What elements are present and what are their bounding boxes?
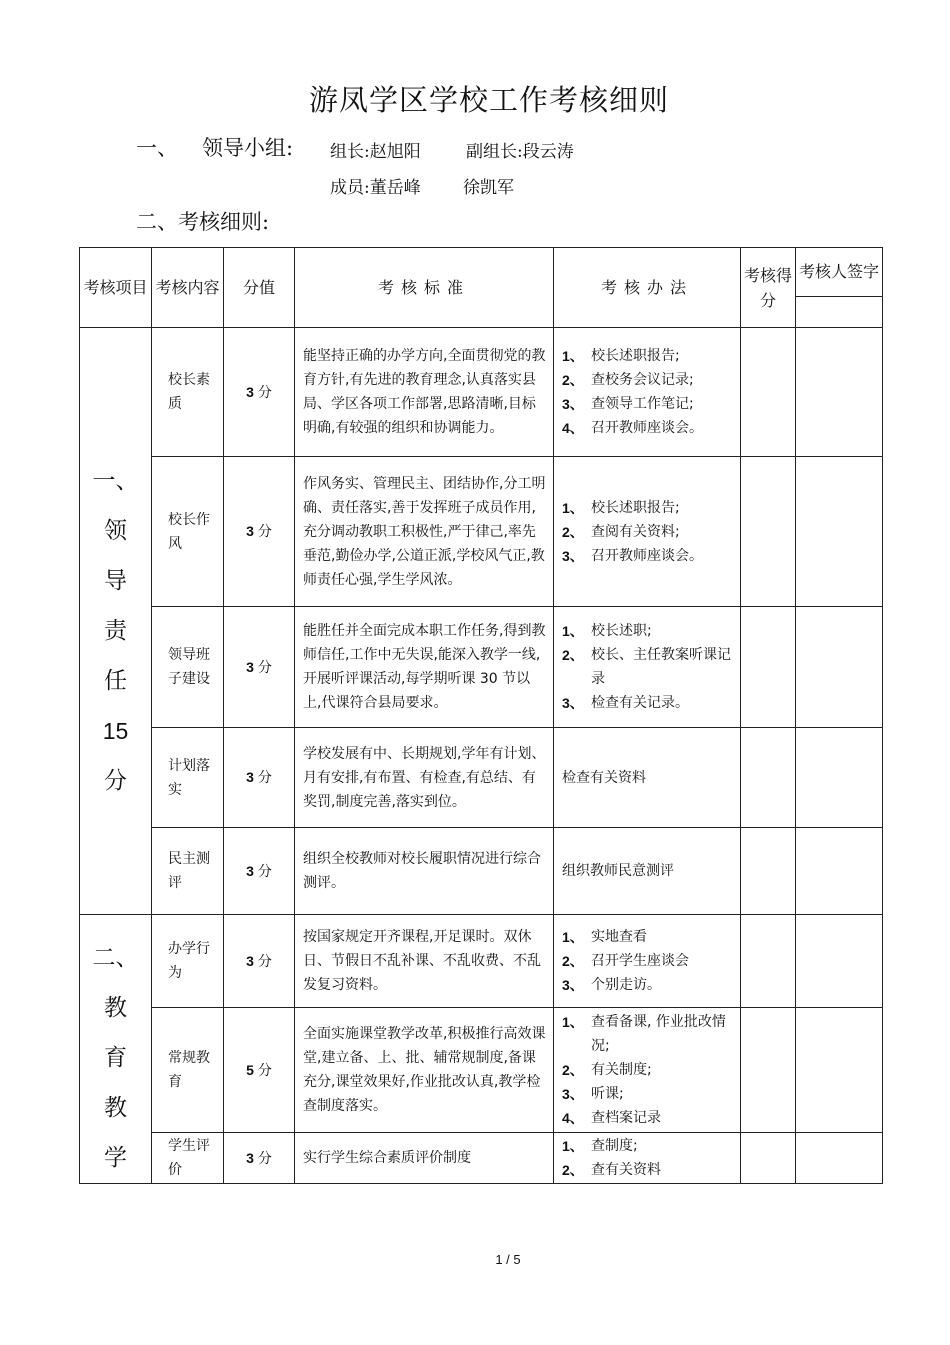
score-value: 3 (246, 769, 254, 785)
method-number: 3、 (562, 977, 584, 994)
method-text: 校长、主任教案听课记录 (591, 647, 731, 687)
method-item (562, 416, 734, 440)
sign-cell (796, 1133, 883, 1184)
got-cell (741, 328, 796, 457)
method-item (562, 1010, 734, 1058)
score-cell (224, 1008, 295, 1133)
page-number: 1 / 5 (495, 1252, 521, 1267)
method-cell (554, 607, 741, 728)
method-item (562, 925, 734, 949)
content-cell: 学生评价 (152, 1133, 224, 1184)
method-item (562, 1158, 734, 1182)
method-item (562, 392, 734, 416)
got-cell (741, 1133, 796, 1184)
score-value: 3 (246, 862, 254, 879)
score-cell (224, 607, 295, 728)
method-item (562, 1058, 734, 1082)
score-unit: 分 (257, 524, 272, 540)
method-number: 2、 (562, 1162, 584, 1179)
content-cell: 计划落实 (152, 728, 224, 828)
content-cell: 校长作风 (152, 457, 224, 607)
cat2-char: 教 (104, 995, 127, 1021)
method-cell: 组织教师民意测评 (554, 828, 741, 915)
standard-cell: 实行学生综合素质评价制度 (295, 1133, 554, 1184)
content-cell: 民主测评 (152, 828, 224, 915)
method-text: 实地查看 (591, 929, 647, 946)
sign-cell (796, 457, 883, 607)
section2-heading: 二、考核细则: (136, 210, 270, 234)
method-cell (554, 915, 741, 1008)
score-value: 3 (246, 658, 254, 675)
score-unit: 分 (257, 863, 272, 880)
method-number: 2、 (562, 372, 584, 388)
method-text: 查看备课, 作业批改情况; (591, 1014, 726, 1055)
score-cell (224, 328, 295, 457)
signature-cell (796, 297, 883, 328)
got-cell (741, 607, 796, 728)
standard-cell: 作风务实、管理民主、团结协作,分工明确、责任落实,善于发挥班子成员作用,充分调动教职工积极性,严于律己,率先垂范,勤俭办学,公道正派,学校风气正,教师责任心强,学生学风浓。 (295, 457, 554, 607)
sign-cell (796, 728, 883, 828)
method-item (562, 368, 734, 392)
method-item (562, 1082, 734, 1106)
standard-cell: 能胜任并全面完成本职工作任务,得到教师信任,工作中无失误,能深入教学一线,开展听评课活动,每学期听课 30 节以上,代课符合县局要求。 (295, 607, 554, 728)
method-text: 校长述职; (591, 623, 652, 639)
content-cell: 办学行为 (152, 915, 224, 1008)
method-text: 召开学生座谈会 (591, 953, 689, 970)
score-cell (224, 1133, 295, 1184)
method-text: 查校务会议记录; (591, 372, 694, 388)
header-method: 考核办法 (554, 248, 741, 328)
content-cell: 常规教育 (152, 1008, 224, 1133)
method-text: 查阅有关资料; (591, 523, 680, 540)
method-cell: 检查有关资料 (554, 728, 741, 828)
score-value: 5 (246, 1061, 254, 1078)
score-value: 3 (246, 523, 254, 539)
score-cell (224, 915, 295, 1008)
score-cell (224, 728, 295, 828)
method-text: 校长述职报告; (591, 499, 680, 516)
sign-cell (796, 1008, 883, 1133)
sign-cell (796, 607, 883, 728)
method-text: 查领导工作笔记; (591, 396, 694, 412)
header-score: 分值 (224, 248, 295, 328)
score-value: 3 (246, 952, 254, 969)
method-number: 2、 (562, 1062, 584, 1079)
standard-cell: 组织全校教师对校长履职情况进行综合测评。 (295, 828, 554, 915)
method-item (562, 619, 734, 643)
method-number: 2、 (562, 523, 584, 540)
standard-cell: 全面实施课堂教学改革,积极推行高效课堂,建立备、上、批、辅常规制度,备课充分,课堂效果好,作业批改认真,教学检查制度落实。 (295, 1008, 554, 1133)
score-unit: 分 (257, 1062, 272, 1079)
score-cell (224, 828, 295, 915)
method-item (562, 544, 734, 568)
cat1-char: 15 (102, 718, 129, 744)
category-leadership (80, 328, 152, 915)
content-cell: 校长素质 (152, 328, 224, 457)
header-item: 考核项目 (80, 248, 152, 328)
sign-cell (796, 915, 883, 1008)
got-cell (741, 457, 796, 607)
cat2-char: 育 (104, 1045, 127, 1071)
method-item (562, 1134, 734, 1158)
method-cell (554, 1008, 741, 1133)
method-text: 查制度; (591, 1138, 638, 1155)
cat1-char: 责 (104, 618, 127, 644)
cat1-char: 一、 (92, 468, 139, 494)
method-number: 1、 (562, 929, 584, 946)
method-number: 1、 (562, 1138, 584, 1155)
cat1-char: 领 (104, 518, 127, 544)
method-number: 3、 (562, 396, 584, 412)
cat2-char: 二、 (92, 945, 139, 971)
method-number: 1、 (562, 499, 584, 516)
cat1-char: 导 (104, 568, 127, 594)
method-number: 3、 (562, 695, 584, 711)
method-text: 有关制度; (591, 1062, 652, 1079)
score-unit: 分 (257, 770, 272, 786)
score-unit: 分 (257, 659, 272, 676)
members-text: 成员:董岳峰 (330, 178, 421, 198)
method-number: 1、 (562, 348, 584, 364)
score-value: 3 (246, 383, 254, 400)
method-item (562, 520, 734, 544)
header-content: 考核内容 (152, 248, 224, 328)
content-cell: 领导班子建设 (152, 607, 224, 728)
method-text: 召开教师座谈会。 (591, 547, 703, 564)
score-value: 3 (246, 1149, 254, 1166)
cat1-char: 分 (104, 768, 127, 794)
method-item (562, 949, 734, 973)
method-text: 校长述职报告; (591, 348, 680, 364)
method-text: 召开教师座谈会。 (591, 420, 703, 436)
score-unit: 分 (257, 1150, 272, 1167)
cat2-char: 教 (104, 1095, 127, 1121)
method-cell (554, 457, 741, 607)
cat2-char: 学 (104, 1145, 127, 1171)
method-number: 4、 (562, 420, 584, 436)
score-unit: 分 (257, 384, 272, 401)
sign-cell (796, 328, 883, 457)
method-number: 1、 (562, 623, 584, 639)
standard-cell: 按国家规定开齐课程,开足课时。双休日、节假日不乱补课、不乱收费、不乱发复习资料。 (295, 915, 554, 1008)
method-text: 检查有关记录。 (591, 695, 689, 711)
got-cell (741, 828, 796, 915)
method-cell (554, 1133, 741, 1184)
method-number: 4、 (562, 1110, 584, 1127)
got-cell (741, 915, 796, 1008)
method-cell (554, 328, 741, 457)
method-text: 查档案记录 (591, 1110, 661, 1127)
method-number: 3、 (562, 1086, 584, 1103)
method-item (562, 344, 734, 368)
method-text: 听课; (591, 1086, 624, 1103)
method-number: 2、 (562, 953, 584, 970)
header-signature: 考核人签字 (796, 248, 883, 297)
header-got: 考核得分 (741, 248, 796, 328)
score-cell (224, 457, 295, 607)
score-unit: 分 (257, 953, 272, 970)
method-item (562, 1106, 734, 1130)
method-number: 2、 (562, 647, 584, 663)
method-item (562, 496, 734, 520)
got-cell (741, 1008, 796, 1133)
method-item (562, 643, 734, 691)
leader-text: 组长:赵旭阳 (330, 142, 421, 162)
section1-label: 一、 (136, 136, 178, 160)
cat1-char: 任 (104, 668, 127, 694)
category-teaching (80, 915, 152, 1184)
standard-cell: 能坚持正确的办学方向,全面贯彻党的教育方针,有先进的教育理念,认真落实县局、学区各项工作部署,思路清晰,目标明确,有较强的组织和协调能力。 (295, 328, 554, 457)
method-number: 3、 (562, 547, 584, 564)
header-standard: 考核标准 (295, 248, 554, 328)
method-item (562, 691, 734, 715)
section1-heading: 领导小组: (202, 136, 294, 160)
standard-cell: 学校发展有中、长期规划,学年有计划、月有安排,有布置、有检查,有总结、有奖罚,制度完善,落实到位。 (295, 728, 554, 828)
member2-text: 徐凯军 (463, 178, 514, 198)
got-cell (741, 728, 796, 828)
page-title: 游凤学区学校工作考核细则 (308, 83, 669, 117)
assessment-table (79, 247, 883, 1184)
method-number: 1、 (562, 1014, 584, 1031)
method-item (562, 973, 734, 997)
method-text: 查有关资料 (591, 1162, 661, 1179)
deputy-text: 副组长:段云涛 (466, 142, 574, 162)
sign-cell (796, 828, 883, 915)
method-text: 个别走访。 (591, 977, 661, 994)
